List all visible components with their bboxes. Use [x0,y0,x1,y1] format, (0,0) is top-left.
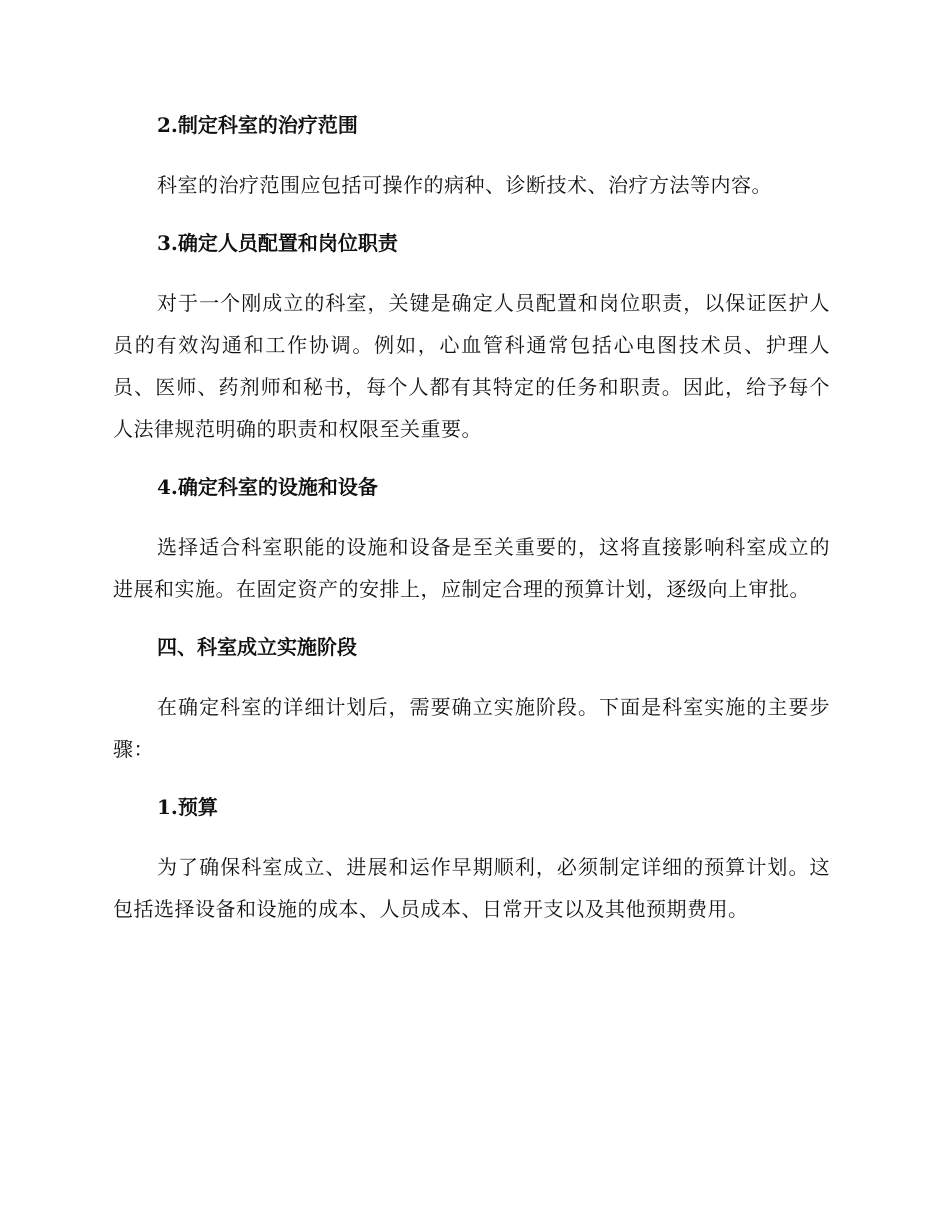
paragraph-implementation: 在确定科室的详细计划后，需要确立实施阶段。下面是科室实施的主要步骤： [113,695,830,761]
paragraph-facilities: 选择适合科室职能的设施和设备是至关重要的，这将直接影响科室成立的进展和实施。在固定资产的安排上，应制定合理的预算计划，逐级向上审批。 [113,535,830,601]
section-heading-staffing: 3.确定人员配置和岗位职责 [157,231,398,255]
paragraph-treatment-scope: 科室的治疗范围应包括可操作的病种、诊断技术、治疗方法等内容。 [157,173,772,197]
paragraph-budget: 为了确保科室成立、进展和运作早期顺利，必须制定详细的预算计划。这包括选择设备和设施的成本、人员成本、日常开支以及其他预期费用。 [113,855,830,921]
section-heading-facilities: 4.确定科室的设施和设备 [157,475,378,499]
paragraph-staffing: 对于一个刚成立的科室，关键是确定人员配置和岗位职责，以保证医护人员的有效沟通和工作协调。例如，心血管科通常包括心电图技术员、护理人员、医师、药剂师和秘书，每个人都有其特定的任务和职责。因此，给予每个人法律规范明确的职责和权限至关重要。 [113,291,830,441]
section-heading-budget: 1.预算 [157,795,218,819]
section-heading-implementation: 四、科室成立实施阶段 [157,635,357,659]
section-heading-treatment-scope: 2.制定科室的治疗范围 [157,113,358,137]
